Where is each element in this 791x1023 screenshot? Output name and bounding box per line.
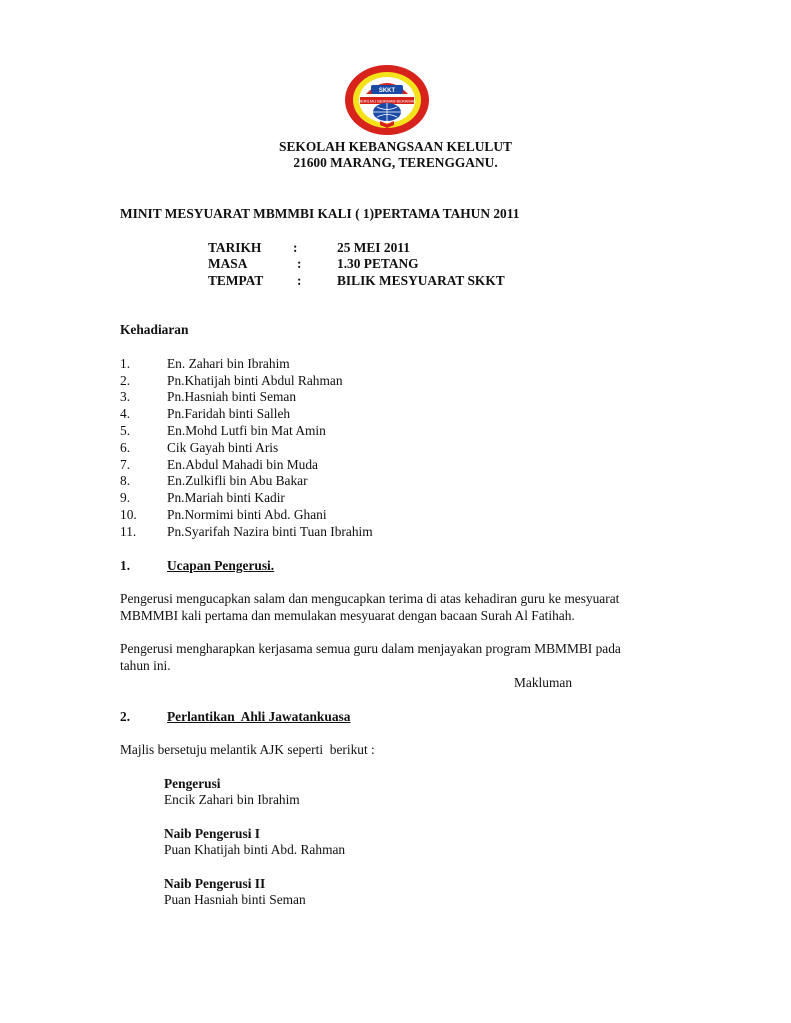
attendance-name: En.Mohd Lutfi bin Mat Amin [167,423,326,438]
role-person: Puan Hasniah binti Seman [164,892,306,907]
attendance-no: 6. [120,440,131,455]
attendance-no: 3. [120,389,131,404]
role-person: Puan Khatijah binti Abd. Rahman [164,842,346,857]
attendance-name: Pn.Mariah binti Kadir [167,490,285,505]
attendance-name: Pn.Hasniah binti Seman [167,389,297,404]
role-person: Encik Zahari bin Ibrahim [164,792,300,807]
attendance-no: 11. [120,524,137,539]
section-1-heading: Ucapan Pengerusi. [167,558,275,573]
attendance-no: 8. [120,473,131,488]
attendance-heading: Kehadiaran [120,322,189,337]
section-2-intro: Majlis bersetuju melantik AJK seperti berikut : [120,742,375,757]
crest-motto-text: BERILMU BERIMAN BERAMAL [358,98,416,104]
role-title: Naib Pengerusi I [164,826,260,841]
section-1-paragraph-2-line-2: tahun ini. [120,658,171,673]
attendance-no: 10. [120,507,137,522]
attendance-no: 4. [120,406,131,421]
attendance-no: 5. [120,423,131,438]
attendance-name: Cik Gayah binti Aris [167,440,279,455]
school-address: 21600 MARANG, TERENGGANU. [293,155,498,170]
meta-sep-place: : [297,273,302,288]
section-1-number: 1. [120,558,131,573]
role-title: Naib Pengerusi II [164,876,266,891]
attendance-name: Pn.Syarifah Nazira binti Tuan Ibrahim [167,524,373,539]
meta-value-time: 1.30 PETANG [337,256,419,271]
crest-banner-text: SKKT [378,88,396,94]
attendance-name: Pn.Faridah binti Salleh [167,406,291,421]
meta-label-place: TEMPAT [208,273,264,288]
attendance-name: Pn.Normimi binti Abd. Ghani [167,507,327,522]
meta-sep-time: : [297,256,302,271]
meta-label-date: TARIKH [208,240,262,255]
attendance-name: En.Zulkifli bin Abu Bakar [167,473,308,488]
school-name: SEKOLAH KEBANGSAAN KELULUT [279,139,512,154]
section-1-paragraph-2-line-1: Pengerusi mengharapkan kerjasama semua guru dalam menjayakan program MBMMBI pada [120,641,621,656]
attendance-no: 7. [120,457,131,472]
attendance-no: 2. [120,373,131,388]
attendance-no: 9. [120,490,131,505]
attendance-name: En. Zahari bin Ibrahim [167,356,290,371]
section-1-paragraph-1-line-2: MBMMBI kali pertama dan memulakan mesyuarat dengan bacaan Surah Al Fatihah. [120,608,575,623]
school-crest-logo [344,64,430,136]
attendance-no: 1. [120,356,131,371]
section-1-paragraph-1-line-1: Pengerusi mengucapkan salam dan mengucapkan terima di atas kehadiran guru ke mesyuarat [120,591,620,606]
section-2-number: 2. [120,709,131,724]
document-title: MINIT MESYUARAT MBMMBI KALI ( 1)PERTAMA TAHUN 2011 [120,206,520,221]
section-2-heading: Perlantikan Ahli Jawatankuasa [167,709,351,724]
meta-label-time: MASA [208,256,248,271]
meta-value-place: BILIK MESYUARAT SKKT [337,273,505,288]
attendance-name: En.Abdul Mahadi bin Muda [167,457,318,472]
role-title: Pengerusi [164,776,221,791]
section-1-note: Makluman [514,675,573,690]
meta-sep-date: : [293,240,298,255]
attendance-name: Pn.Khatijah binti Abdul Rahman [167,373,343,388]
meta-value-date: 25 MEI 2011 [337,240,410,255]
